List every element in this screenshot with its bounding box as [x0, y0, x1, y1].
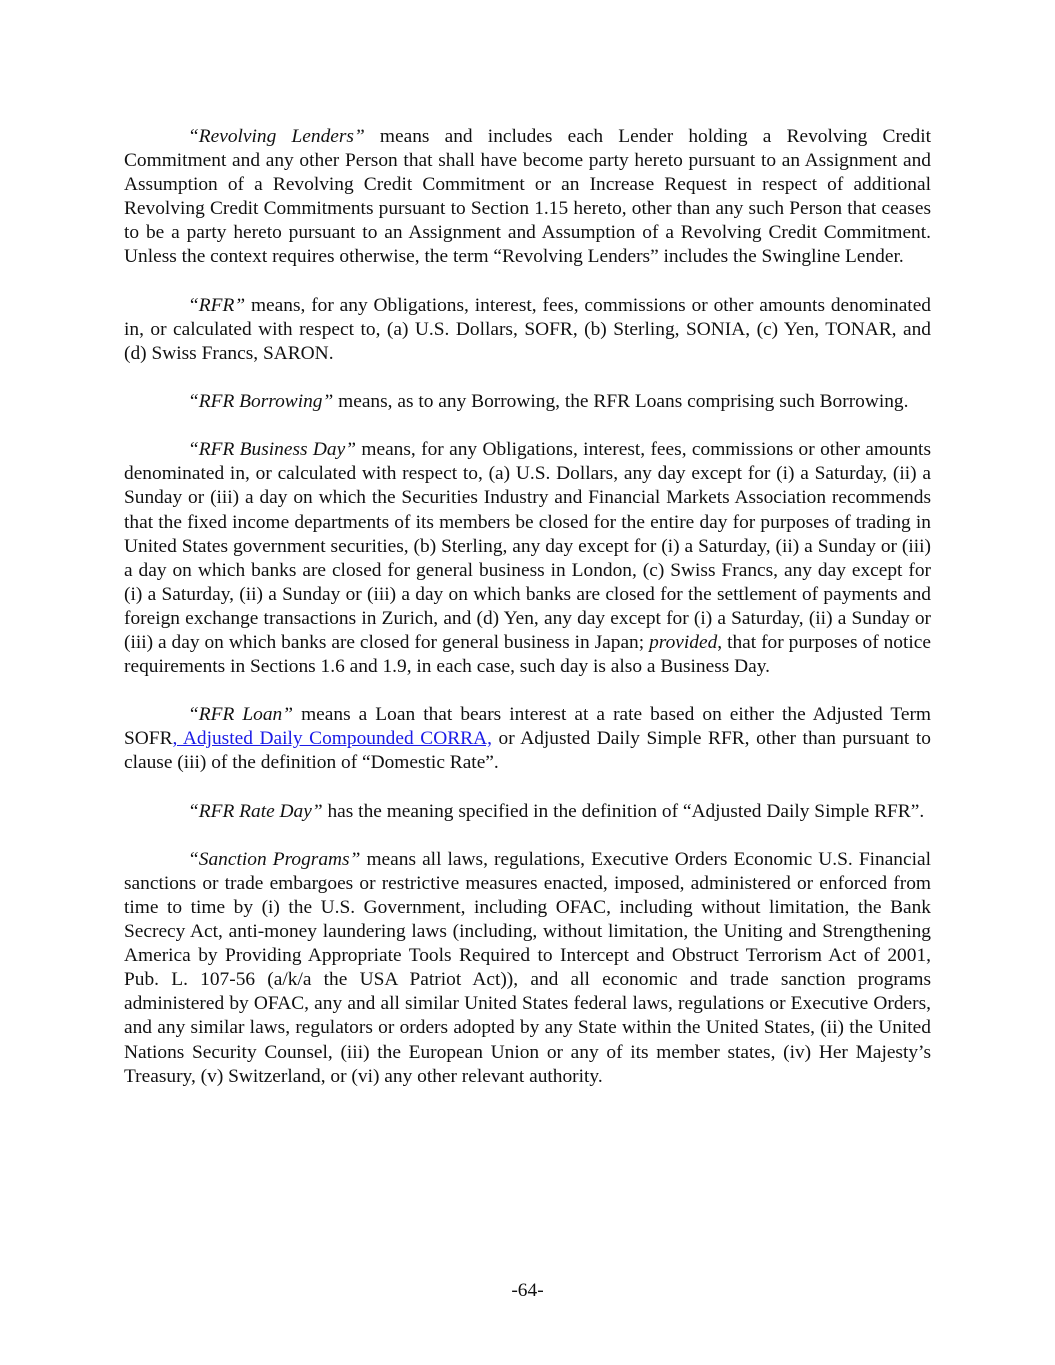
definition-text: means and includes each Lender holding a Revolving Credit Commitment and any other Person that shall have become party hereto pursuant to an Assignment and Assumption of a Revolving Credit Commitment or an Increase Request in respect of additional Revolving Credit Commitments pursuant to Section 1.15 hereto, other than any such Person that ceases to be a party hereto pursuant to an Assignment and Assumption of a Revolving Credit Commitment. Unless the context requires otherwise, the term “Revolving Lenders” includes the Swingline Lender.	[124, 126, 931, 268]
definition-rfr-borrowing	[124, 390, 931, 414]
definition-text: means, as to any Borrowing, the RFR Loans comprising such Borrowing.	[333, 391, 909, 413]
definition-rfr-loan	[124, 703, 931, 775]
defined-term: “RFR Borrowing”	[188, 391, 334, 413]
corra-link[interactable]: , Adjusted Daily Compounded CORRA,	[172, 728, 492, 750]
definition-text-continued: , that for purposes of notice requirements in Sections 1.6 and 1.9, in each case, such day is also a Business Day.	[124, 631, 931, 678]
definition-text: means a Loan that bears interest at a rate based on either the Adjusted Term SOFR	[124, 704, 931, 750]
definition-text: means, for any Obligations, interest, fees, commissions or other amounts denominated in, or calculated with respect to, (a) U.S. Dollars, any day except for (i) a Saturday, (ii) a Sunday or (iii) a day on which the Securities Industry and Financial Markets Association recommends that the fixed income departments of its members be closed for the entire day for purposes of trading in United States government securities, (b) Sterling, any day except for (i) a Saturday, (ii) a Sunday or (iii) a day on which banks are closed for general business in London, (c) Swiss Francs, any day except for (i) a Saturday, (ii) a Sunday or (iii) a day on which banks are closed for the settlement of payments and foreign exchange transactions in Zurich, and (d) Yen, any day except for (i) a Saturday, (ii) a Sunday or (iii) a day on which banks are closed for general business in Japan;	[124, 439, 931, 653]
document-page	[124, 125, 931, 1113]
defined-term: “RFR Business Day”	[188, 439, 357, 461]
defined-term: “Revolving Lenders”	[188, 126, 365, 147]
definition-text: means all laws, regulations, Executive Orders Economic U.S. Financial sanctions or trade embargoes or restrictive measures enacted, imposed, administered or enforced from time to time by (i) the U.S. Government, including OFAC, including without limitation, the Bank Secrecy Act, anti-money laundering laws (including, without limitation, the Uniting and Strengthening America by Providing Appropriate Tools Required to Intercept and Obstruct Terrorism Act of 2001, Pub. L. 107-56 (a/k/a the USA Patriot Act)), and all economic and trade sanction programs administered by OFAC, any and all similar United States federal laws, regulations or Executive Orders, and any similar laws, regulators or orders adopted by any State within the United States, (ii) the United Nations Security Counsel, (iii) the European Union or any of its member states, (iv) Her Majesty’s Treasury, (v) Switzerland, or (vi) any other relevant authority.	[124, 848, 931, 1087]
definition-rfr-business-day	[124, 438, 931, 679]
italic-proviso: provided	[649, 631, 718, 653]
defined-term: “Sanction Programs”	[188, 848, 361, 870]
definition-text: has the meaning specified in the definition of “Adjusted Daily Simple RFR”.	[322, 800, 925, 822]
definition-revolving-lenders	[124, 125, 931, 270]
page-number: -64-	[511, 1280, 544, 1301]
definition-text-continued: or Adjusted Daily Simple RFR, other than pursuant to clause (iii) of the definition of “Domestic Rate”.	[124, 728, 931, 774]
definition-sanction-programs	[124, 848, 931, 1089]
defined-term: “RFR Loan”	[188, 704, 294, 726]
definition-text: means, for any Obligations, interest, fees, commissions or other amounts denominated in, or calculated with respect to, (a) U.S. Dollars, SOFR, (b) Sterling, SONIA, (c) Yen, TONAR, and (d) Swiss Francs, SARON.	[124, 294, 931, 364]
defined-term: “RFR”	[188, 294, 246, 316]
definition-rfr	[124, 294, 931, 366]
definition-rfr-rate-day	[124, 800, 931, 824]
defined-term: “RFR Rate Day”	[188, 800, 323, 822]
